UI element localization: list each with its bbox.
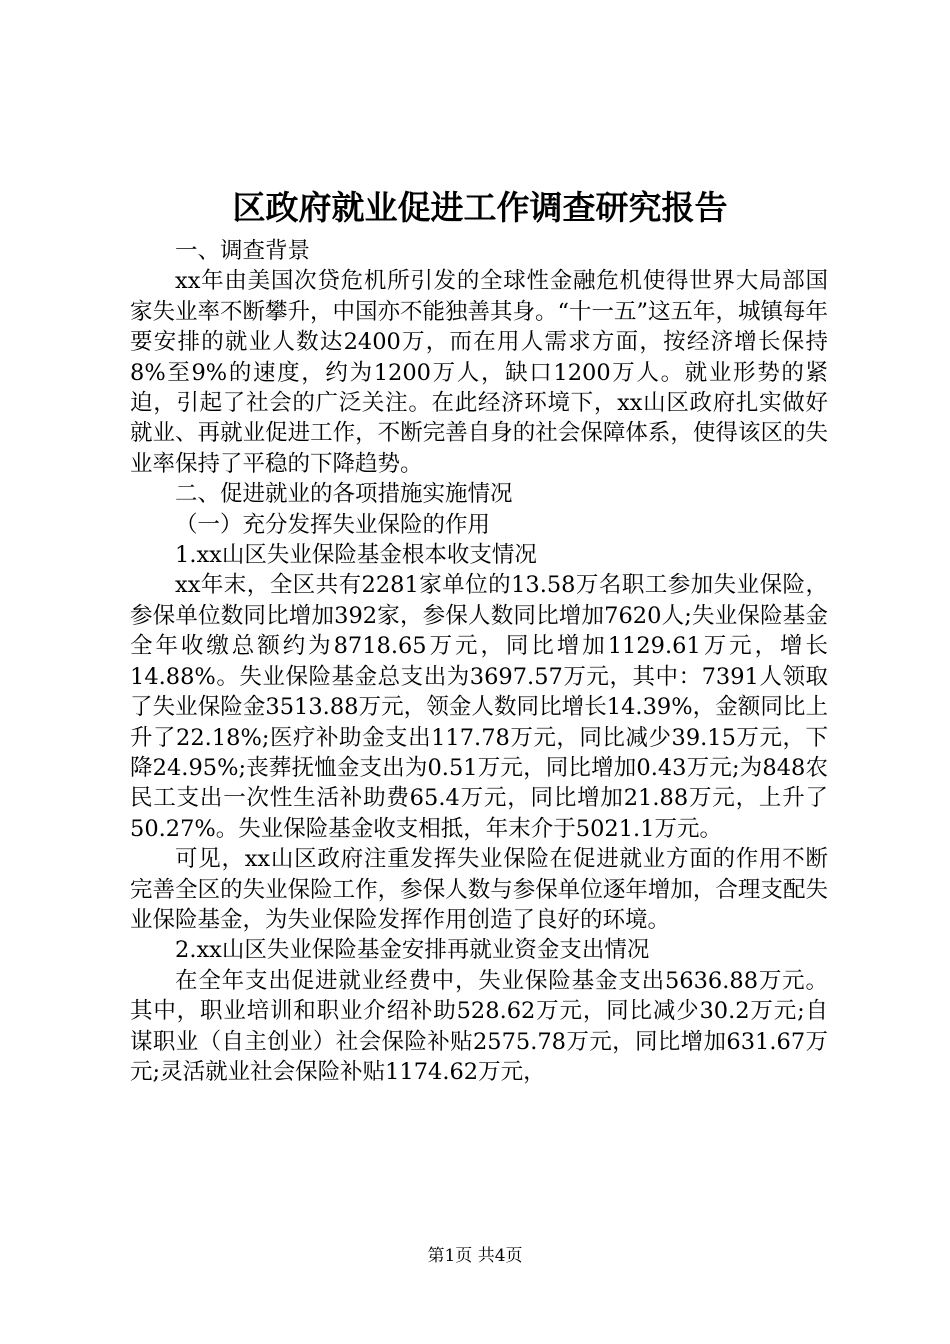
paragraph: 在全年支出促进就业经费中，失业保险基金支出5636.88万元。其中，职业培训和职业介绍补助528.62万元，同比减少30.2万元;自谋职业（自主创业）社会保险补贴2575.78万元，同比增加631.67万元;灵活就业社会保险补贴1174.62万元， — [130, 967, 828, 1085]
paragraph: xx年由美国次贷危机所引发的全球性金融危机使得世界大局部国家失业率不断攀升，中国亦不能独善其身。“十一五”这五年，城镇每年要安排的就业人数达2400万，而在用人需求方面，按经济增长保持8%至9%的速度，约为1200万人，缺口1200万人。就业形势的紧迫，引起了社会的广泛关注。在此经济环境下，xx山区政府扎实做好就业、再就业促进工作，不断完善自身的社会保障体系，使得该区的失业率保持了平稳的下降趋势。 — [130, 268, 829, 477]
document-body — [130, 236, 828, 1087]
section-heading: 一、调查背景 — [175, 238, 311, 264]
paragraph: 可见，xx山区政府注重发挥失业保险在促进就业方面的作用不断完善全区的失业保险工作，参保人数与参保单位逐年增加，合理支配失业保险基金，为失业保险发挥作用创造了良好的环境。 — [130, 846, 828, 933]
subsection-heading: 2.xx山区失业保险基金安排再就业资金支出情况 — [175, 937, 650, 964]
section-heading: 二、促进就业的各项措施实施情况 — [175, 481, 513, 508]
subsection-heading: （一）充分发挥失业保险的作用 — [175, 511, 491, 538]
subsection-heading: 1.xx山区失业保险基金根本收支情况 — [175, 542, 537, 569]
paragraph: xx年末，全区共有2281家单位的13.58万名职工参加失业保险，参保单位数同比增加392家，参保人数同比增加7620人;失业保险基金全年收缴总额约为8718.65万元，同比增加1129.61万元，增长14.88%。失业保险基金总支出为3697.57万元，其中：7391人领取了失业保险金3513.88万元，领金人数同比增长14.39%，金额同比上升了22.18%;医疗补助金支出117.78万元，同比减少39.15万元，下降24.95%;丧葬抚恤金支出为0.51万元，同比增加0.43万元;为848农民工支出一次性生活补助费65.4万元，同比增加21.88万元，上升了50.27%。失业保险基金收支相抵，年末介于5021.1万元。 — [130, 572, 828, 842]
page-footer: 第1页 共4页 — [427, 1246, 523, 1266]
document-title: 区政府就业促进工作调查研究报告 — [232, 188, 728, 227]
